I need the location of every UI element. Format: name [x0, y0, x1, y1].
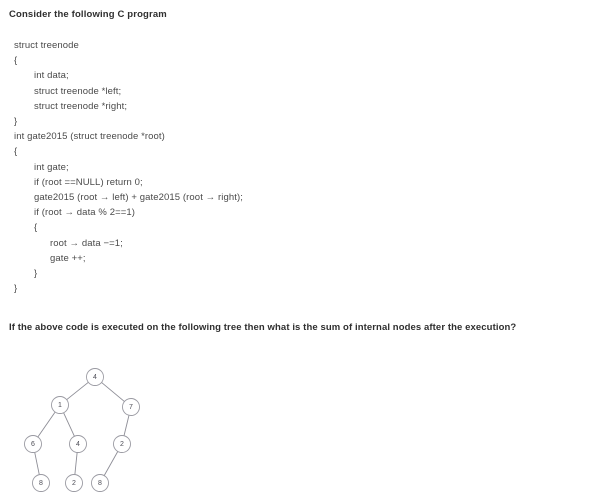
code-line: int gate2015 (struct treenode *root) — [14, 131, 165, 143]
tree-node — [33, 475, 50, 492]
tree-edge-group — [35, 382, 129, 475]
tree-node-label: 2 — [72, 480, 76, 487]
tree-node — [66, 475, 83, 492]
code-line: } — [34, 268, 38, 280]
code-line: } — [14, 283, 18, 295]
question-prompt: If the above code is executed on the following tree then what is the sum of internal nodes after the execution? — [9, 322, 517, 333]
code-line: int gate; — [34, 161, 69, 173]
tree-edge — [124, 415, 129, 435]
code-line: if (root ==NULL) return 0; — [34, 176, 143, 188]
tree-edge — [102, 382, 125, 401]
page-title: Consider the following C program — [9, 9, 167, 20]
code-line: { — [14, 146, 18, 158]
tree-diagram-svg — [10, 358, 185, 501]
tree-node — [70, 436, 87, 453]
tree-edge — [38, 412, 55, 437]
code-line: { — [34, 222, 38, 234]
tree-node-label: 1 — [58, 402, 62, 409]
tree-edge — [64, 413, 75, 437]
code-line: struct treenode *left; — [34, 85, 122, 97]
tree-node — [52, 397, 69, 414]
tree-node-label: 8 — [98, 480, 102, 487]
code-line: root → data −=1; — [50, 237, 123, 249]
tree-node-label: 6 — [31, 441, 35, 448]
tree-node — [123, 399, 140, 416]
code-line: struct treenode — [14, 40, 79, 51]
tree-node-label: 4 — [93, 374, 97, 381]
c-code-block — [14, 38, 574, 296]
code-line: if (root → data % 2==1) — [34, 207, 136, 219]
code-line: { — [14, 55, 18, 67]
code-line: gate ++; — [50, 252, 86, 264]
tree-node-label: 7 — [129, 404, 133, 411]
tree-edge — [67, 382, 89, 399]
tree-node-label: 2 — [120, 441, 124, 448]
code-line: } — [14, 116, 18, 128]
code-line: gate2015 (root → left) + gate2015 (root → right); — [34, 192, 243, 204]
tree-edge — [35, 452, 40, 474]
code-line: int data; — [34, 70, 69, 82]
binary-tree-figure — [10, 358, 185, 501]
tree-node — [87, 369, 104, 386]
tree-edge — [75, 452, 77, 474]
tree-node — [25, 436, 42, 453]
code-line: struct treenode *right; — [34, 100, 128, 112]
tree-node — [114, 436, 131, 453]
tree-node — [92, 475, 109, 492]
tree-node-label: 8 — [39, 480, 43, 487]
tree-node-label: 4 — [76, 441, 80, 448]
tree-edge — [104, 451, 118, 475]
